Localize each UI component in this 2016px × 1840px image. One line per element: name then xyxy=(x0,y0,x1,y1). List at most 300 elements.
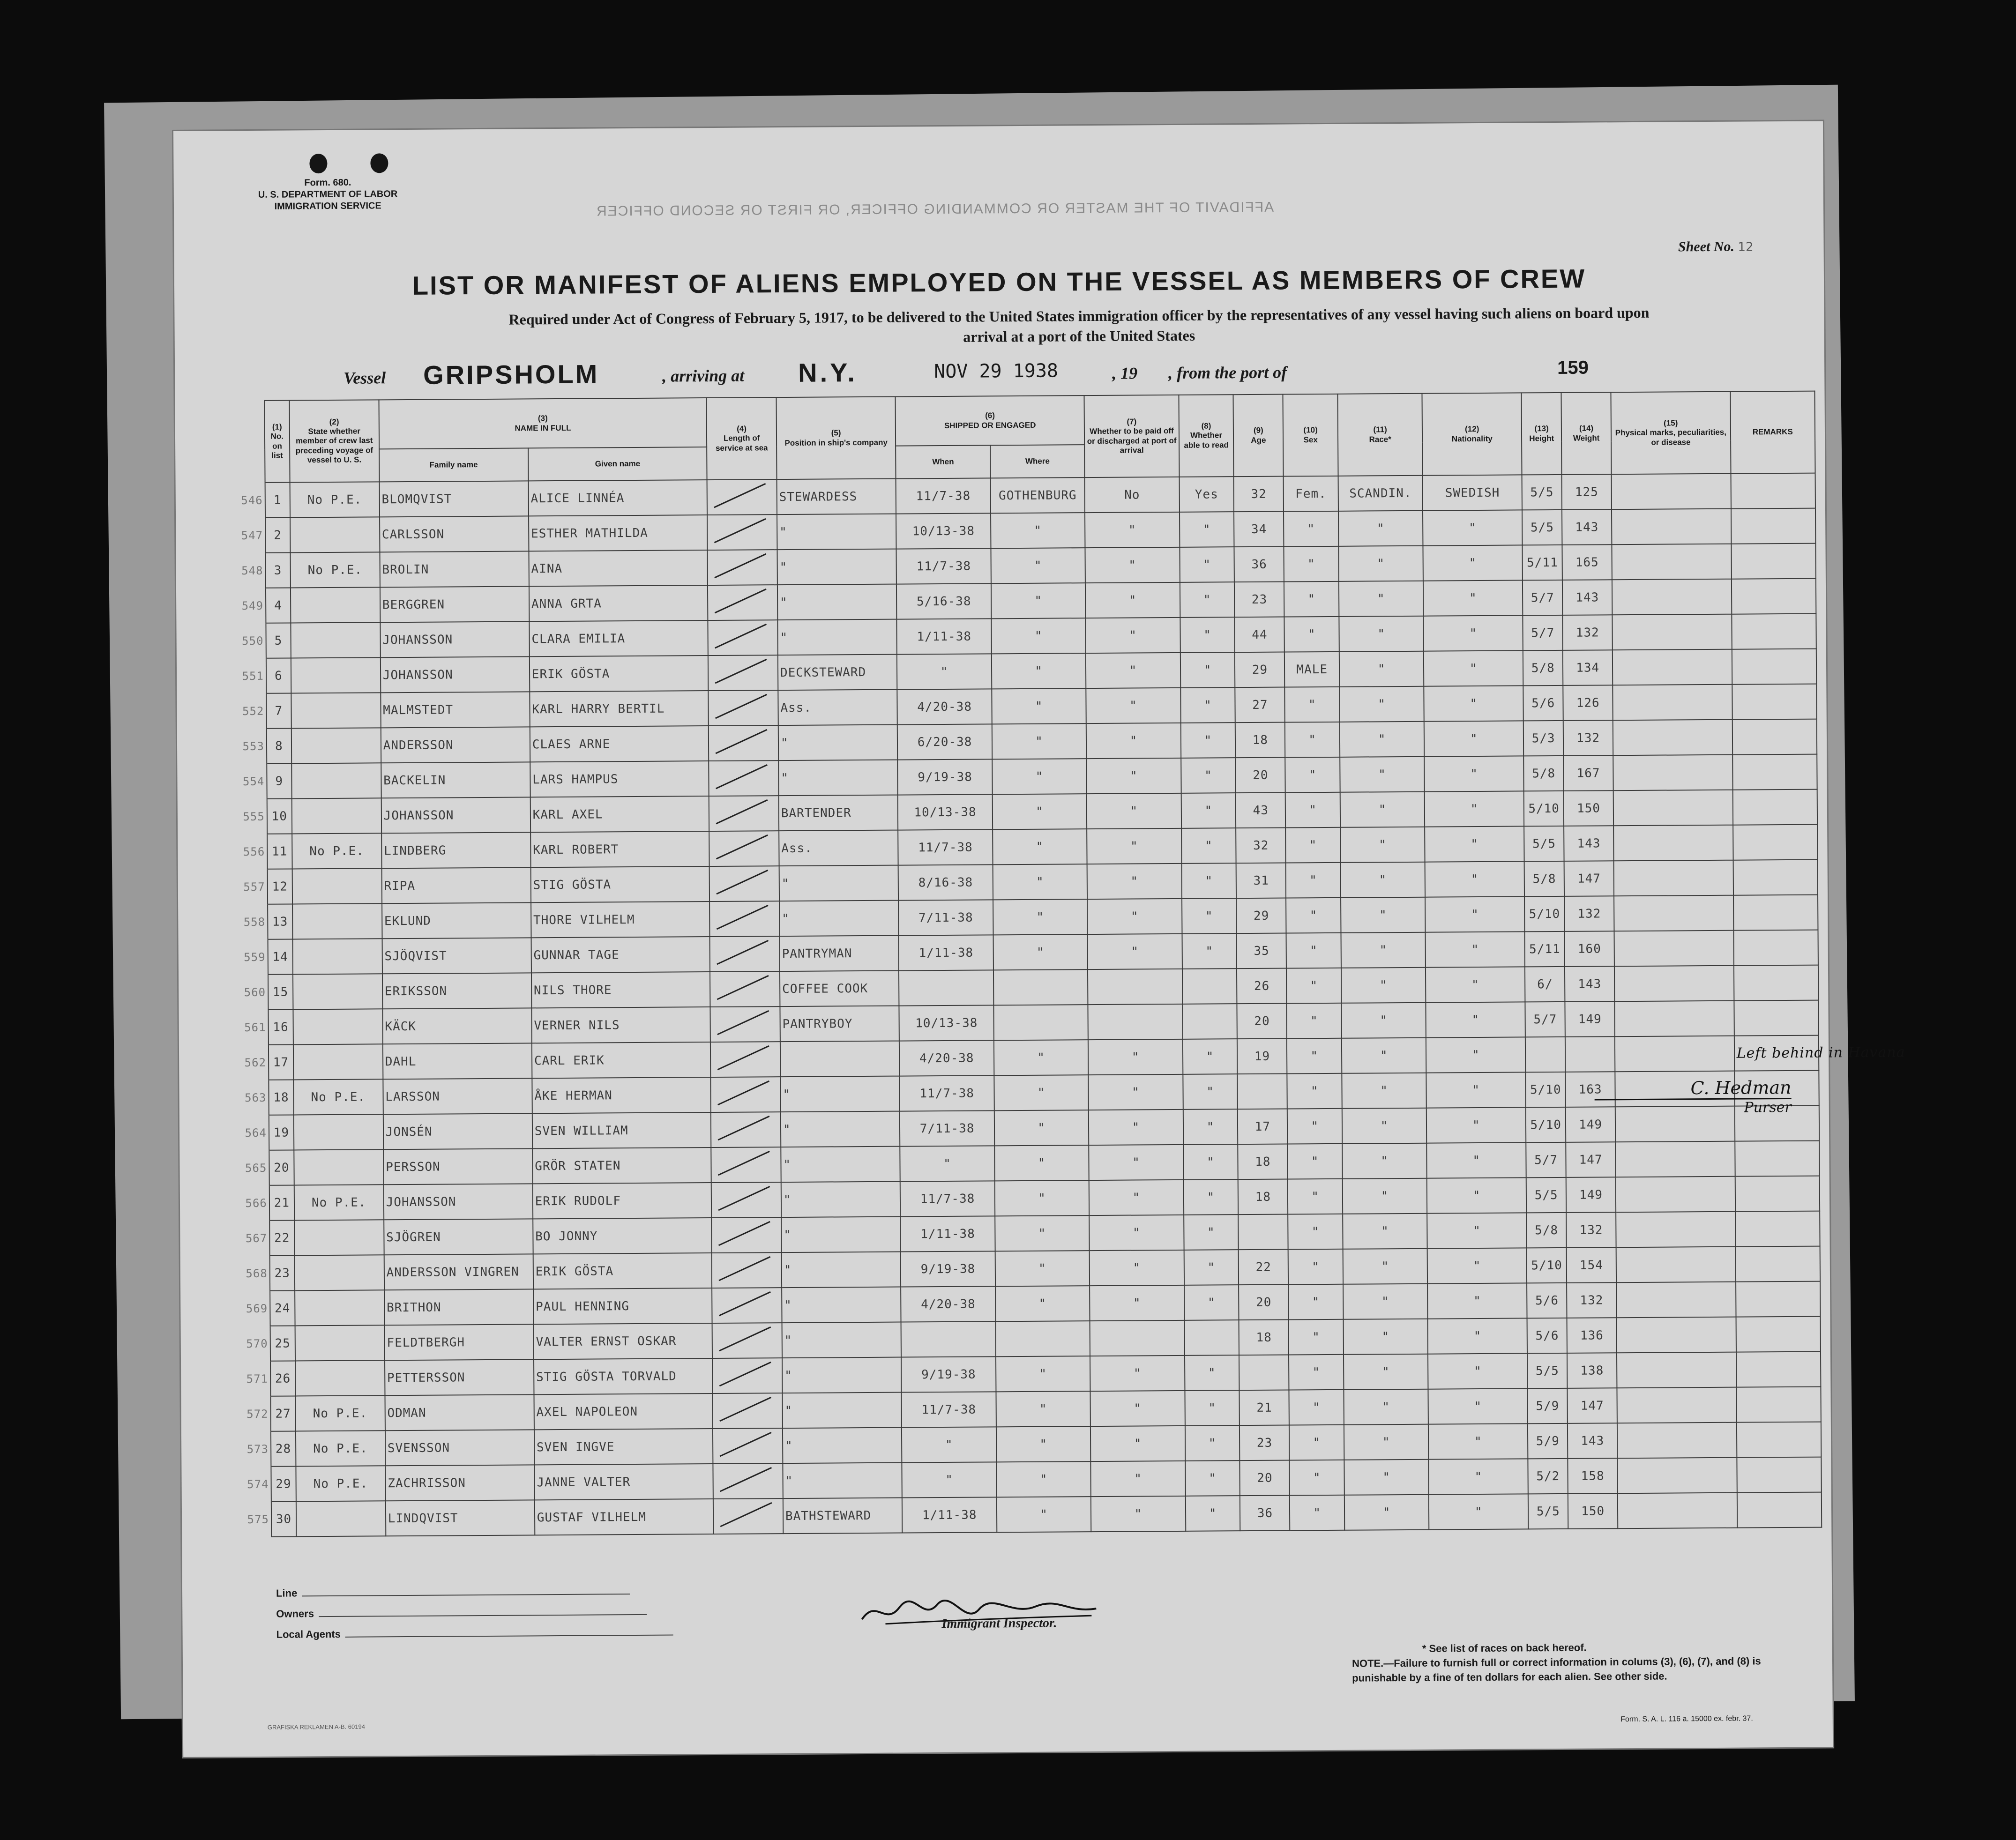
cell-position: PANTRYBOY xyxy=(780,1006,899,1042)
cell-able-to-read: " xyxy=(1180,512,1234,547)
cell-shipped-where: " xyxy=(993,829,1087,864)
cell-weight: 143 xyxy=(1562,580,1612,615)
form-header xyxy=(258,177,398,213)
cell-margin-number: 554 xyxy=(177,764,267,799)
cell-remarks xyxy=(1732,790,1817,825)
cell-nationality: " xyxy=(1429,1494,1529,1529)
page-number: 159 xyxy=(1557,357,1589,378)
cell-margin-number: 559 xyxy=(179,939,268,975)
cell-shipped-when: 9/19-38 xyxy=(901,1251,995,1287)
cell-weight: 150 xyxy=(1568,1493,1618,1529)
cell-position: DECKSTEWARD xyxy=(778,655,897,691)
cell-physical-marks xyxy=(1613,755,1732,791)
cell-row-number: 30 xyxy=(271,1501,296,1536)
cell-position: " xyxy=(781,1147,900,1183)
cell-given-name: AINA xyxy=(529,550,708,586)
cell-able-to-read: " xyxy=(1180,582,1235,618)
cell-remarks xyxy=(1736,1352,1821,1387)
cell-position: " xyxy=(778,760,898,796)
cell-previous-voyage xyxy=(293,1009,382,1044)
cell-weight: 132 xyxy=(1567,1282,1616,1318)
cell-able-to-read: " xyxy=(1185,1425,1240,1461)
cell-sex: " xyxy=(1286,933,1341,968)
service-slash-mark xyxy=(715,1360,776,1388)
cell-nationality: " xyxy=(1425,826,1524,862)
cell-given-name: SVEN WILLIAM xyxy=(532,1112,711,1148)
cell-margin-number: 566 xyxy=(180,1185,269,1221)
cell-age: 26 xyxy=(1237,968,1286,1004)
cell-position: COFFEE COOK xyxy=(780,971,899,1007)
fine-note: NOTE.—Failure to furnish full or correct information in colums (3), (6), (7), and (8) is punishable by a fine of ten dollars for each alien. See other side. xyxy=(1351,1655,1761,1684)
cell-shipped-when: 7/11-38 xyxy=(900,1110,994,1146)
cell-row-number: 22 xyxy=(269,1220,294,1255)
cell-able-to-read: " xyxy=(1183,1144,1238,1180)
cell-remarks xyxy=(1732,719,1817,755)
cell-margin-number: 547 xyxy=(176,518,265,553)
cell-able-to-read: " xyxy=(1183,1074,1238,1110)
cell-shipped-when: 10/13-38 xyxy=(899,1005,994,1041)
cell-nationality: " xyxy=(1423,545,1523,581)
cell-sex: " xyxy=(1286,827,1341,863)
cell-family-name: BACKELIN xyxy=(381,762,530,798)
cell-weight xyxy=(1565,1036,1615,1072)
cell-remarks xyxy=(1737,1422,1822,1458)
cell-shipped-where: " xyxy=(993,899,1088,935)
inspector-label: Immigrant Inspector. xyxy=(941,1616,1057,1631)
cell-position: " xyxy=(777,549,896,585)
cell-nationality: " xyxy=(1426,1072,1526,1108)
cell-margin-number: 569 xyxy=(180,1291,270,1326)
cell-race: " xyxy=(1341,932,1426,968)
header-nationality: (12) Nationality xyxy=(1422,393,1522,475)
cell-margin-number: 574 xyxy=(181,1467,271,1502)
cell-weight: 167 xyxy=(1563,755,1613,791)
cell-nationality: " xyxy=(1428,1423,1528,1459)
cell-height: 5/8 xyxy=(1524,861,1564,897)
cell-given-name: GUNNAR TAGE xyxy=(531,937,710,973)
cell-physical-marks xyxy=(1614,966,1734,1002)
cell-height: 5/5 xyxy=(1528,1494,1568,1529)
cell-sex: " xyxy=(1288,1284,1343,1320)
cell-shipped-when xyxy=(899,970,993,1006)
cell-family-name: LINDQVIST xyxy=(386,1500,535,1536)
cell-physical-marks xyxy=(1618,1493,1737,1529)
cell-height: 5/5 xyxy=(1522,510,1562,545)
cell-shipped-when: 5/16-38 xyxy=(896,583,991,619)
cell-nationality: " xyxy=(1426,1037,1526,1073)
cell-row-number: 18 xyxy=(269,1080,293,1115)
cell-previous-voyage xyxy=(295,1325,384,1361)
cell-length-of-service xyxy=(709,796,779,831)
bleed-through-text: AFFIDAVIT OF THE MASTER OR COMMANDING OFFICER, OR FIRST OR SECOND OFFICER xyxy=(595,199,1274,219)
cell-age: 34 xyxy=(1234,512,1284,547)
cell-shipped-where: " xyxy=(994,1145,1089,1181)
cell-able-to-read xyxy=(1182,968,1237,1004)
cell-physical-marks xyxy=(1617,1352,1736,1388)
cell-row-number: 7 xyxy=(266,693,291,728)
cell-race: " xyxy=(1341,968,1426,1003)
arriving-port: N.Y. xyxy=(798,358,858,387)
cell-row-number: 19 xyxy=(269,1115,294,1150)
cell-previous-voyage: No P.E. xyxy=(295,1395,385,1431)
cell-race: " xyxy=(1341,862,1426,898)
cell-sex: " xyxy=(1284,511,1338,547)
cell-age: 22 xyxy=(1239,1250,1288,1285)
cell-physical-marks xyxy=(1615,1141,1735,1177)
cell-age: 19 xyxy=(1237,1039,1287,1074)
cell-length-of-service xyxy=(712,1323,782,1358)
cell-height: 5/8 xyxy=(1524,756,1564,791)
cell-able-to-read: " xyxy=(1180,617,1235,653)
cell-sex: " xyxy=(1289,1355,1344,1390)
cell-row-number: 27 xyxy=(270,1396,295,1431)
cell-sex: " xyxy=(1288,1179,1343,1214)
cell-family-name: ANDERSSON VINGREN xyxy=(384,1254,533,1290)
cell-given-name: CLARA EMILIA xyxy=(529,620,708,656)
service-slash-mark xyxy=(715,1325,776,1353)
cell-able-to-read: " xyxy=(1181,723,1236,758)
footer-note xyxy=(1352,1639,1784,1685)
cell-paid-off: No xyxy=(1085,477,1180,513)
service-slash-mark xyxy=(713,1079,774,1107)
cell-able-to-read: " xyxy=(1185,1460,1240,1496)
cell-position: " xyxy=(783,1463,902,1499)
cell-weight: 143 xyxy=(1568,1423,1617,1459)
line-label: Line xyxy=(276,1587,298,1599)
cell-nationality: " xyxy=(1428,1388,1528,1424)
cell-shipped-where: " xyxy=(995,1286,1090,1321)
cell-length-of-service xyxy=(710,971,780,1007)
cell-margin-number: 573 xyxy=(181,1431,271,1467)
cell-shipped-where: " xyxy=(991,548,1085,583)
cell-nationality: " xyxy=(1424,615,1523,651)
subtitle-line-1: Required under Act of Congress of February 5, 1917, to be delivered to the United States immigration officer by the representatives of any vessel having such aliens on board upon xyxy=(508,304,1650,328)
service-slash-mark xyxy=(712,903,773,931)
cell-paid-off: " xyxy=(1090,1356,1185,1391)
cell-remarks xyxy=(1737,1492,1822,1528)
cell-position: " xyxy=(779,865,899,901)
cell-race: " xyxy=(1341,897,1426,933)
cell-race: " xyxy=(1344,1495,1429,1530)
cell-remarks xyxy=(1732,614,1816,649)
cell-row-number: 4 xyxy=(266,588,291,623)
cell-age: 36 xyxy=(1240,1496,1290,1531)
service-slash-mark xyxy=(710,587,771,615)
remark-signature-name: C. Hedman xyxy=(1594,1077,1791,1101)
cell-remarks xyxy=(1732,579,1816,614)
cell-race: " xyxy=(1338,511,1423,546)
cell-sex: " xyxy=(1286,968,1341,1004)
service-slash-mark xyxy=(712,973,773,1002)
cell-length-of-service xyxy=(709,690,778,726)
cell-paid-off: " xyxy=(1090,1285,1184,1321)
footer-fields xyxy=(276,1581,673,1645)
service-slash-mark xyxy=(711,797,772,826)
cell-remarks xyxy=(1731,544,1816,579)
cell-family-name: BROLIN xyxy=(380,551,529,587)
cell-family-name: JONSÉN xyxy=(383,1113,533,1149)
cell-previous-voyage xyxy=(291,763,381,798)
cell-weight: 149 xyxy=(1566,1177,1616,1213)
cell-able-to-read: " xyxy=(1181,793,1236,828)
cell-physical-marks xyxy=(1613,649,1732,685)
cell-able-to-read: " xyxy=(1181,863,1236,899)
cell-shipped-where: " xyxy=(992,688,1086,724)
cell-margin-number: 561 xyxy=(179,1010,268,1045)
cell-race: " xyxy=(1341,1003,1426,1038)
cell-weight: 147 xyxy=(1564,861,1614,896)
department-name: U. S. DEPARTMENT OF LABOR xyxy=(258,189,398,200)
service-slash-mark xyxy=(711,727,772,756)
cell-given-name: ANNA GRTA xyxy=(529,585,708,621)
cell-weight: 125 xyxy=(1562,474,1612,510)
cell-age: 23 xyxy=(1234,582,1284,618)
cell-remarks xyxy=(1737,1457,1822,1493)
cell-position: " xyxy=(781,1217,901,1253)
cell-length-of-service xyxy=(708,620,778,656)
cell-given-name: PAUL HENNING xyxy=(533,1288,712,1324)
cell-length-of-service xyxy=(709,760,779,796)
cell-previous-voyage xyxy=(295,1360,385,1396)
cell-weight: 163 xyxy=(1565,1072,1615,1107)
cell-previous-voyage xyxy=(292,798,381,834)
cell-remarks: Left behind in Havana xyxy=(1734,1035,1819,1071)
cell-family-name: EKLUND xyxy=(382,902,531,939)
cell-sex: " xyxy=(1284,617,1339,652)
service-slash-mark xyxy=(714,1149,775,1177)
cell-race: " xyxy=(1344,1319,1428,1355)
cell-shipped-where: " xyxy=(996,1426,1091,1462)
cell-able-to-read xyxy=(1182,1004,1237,1039)
cell-paid-off: " xyxy=(1086,723,1181,759)
crew-manifest-table xyxy=(175,391,1905,1538)
cell-remarks xyxy=(1732,754,1817,790)
cell-shipped-when: 11/7-38 xyxy=(900,1181,995,1216)
cell-height: 5/9 xyxy=(1528,1388,1568,1424)
cell-physical-marks xyxy=(1617,1458,1737,1494)
cell-physical-marks xyxy=(1614,931,1734,967)
cell-margin-number: 549 xyxy=(176,588,266,624)
cell-position: " xyxy=(782,1287,901,1323)
cell-length-of-service xyxy=(711,1147,781,1183)
cell-given-name: KARL HARRY BERTIL xyxy=(530,691,709,727)
cell-length-of-service xyxy=(708,655,778,691)
cell-length-of-service xyxy=(712,1217,782,1253)
cell-family-name: JOHANSSON xyxy=(381,656,530,693)
cell-height: 5/8 xyxy=(1526,1213,1566,1248)
cell-nationality: " xyxy=(1424,756,1524,791)
cell-row-number: 9 xyxy=(267,763,291,798)
service-slash-mark xyxy=(715,1395,776,1423)
punch-hole xyxy=(370,153,388,173)
cell-given-name: ERIK GÖSTA xyxy=(530,656,709,692)
cell-height: 6/ xyxy=(1525,967,1565,1002)
header-family-name: Family name xyxy=(379,448,528,482)
cell-shipped-when xyxy=(901,1321,996,1357)
cell-family-name: JOHANSSON xyxy=(381,797,530,833)
cell-shipped-where: " xyxy=(996,1356,1090,1392)
cell-shipped-when: 4/20-38 xyxy=(897,689,992,724)
cell-row-number: 2 xyxy=(265,517,290,552)
header-previous-voyage: (2) State whether member of crew last preceding voyage of vessel to U. S. xyxy=(289,400,379,482)
cell-shipped-where: " xyxy=(994,1110,1089,1146)
cell-sex: " xyxy=(1287,1073,1342,1109)
cell-family-name: CARLSSON xyxy=(380,516,529,552)
service-name: IMMIGRATION SERVICE xyxy=(274,201,381,212)
cell-paid-off: " xyxy=(1085,582,1180,618)
cell-previous-voyage xyxy=(294,1114,383,1150)
cell-race: " xyxy=(1340,722,1425,757)
cell-shipped-where: " xyxy=(992,759,1087,794)
cell-length-of-service xyxy=(711,1182,781,1218)
cell-row-number: 14 xyxy=(268,939,292,974)
cell-given-name: STIG GÖSTA xyxy=(530,866,709,902)
cell-physical-marks xyxy=(1612,509,1731,545)
cell-paid-off: " xyxy=(1088,934,1182,969)
sheet-number xyxy=(1678,238,1754,255)
cell-position: PANTRYMAN xyxy=(779,936,899,972)
cell-margin-number: 557 xyxy=(178,869,268,905)
cell-paid-off: " xyxy=(1089,1215,1184,1251)
service-slash-mark xyxy=(712,833,773,861)
cell-given-name: NILS THORE xyxy=(531,972,710,1008)
cell-previous-voyage: No P.E. xyxy=(296,1466,385,1501)
cell-margin-number: 546 xyxy=(176,483,265,518)
cell-height: 5/6 xyxy=(1523,685,1563,721)
cell-row-number: 5 xyxy=(266,623,291,658)
cell-weight: 149 xyxy=(1566,1107,1615,1142)
cell-shipped-where: " xyxy=(994,1075,1089,1110)
cell-position: " xyxy=(782,1393,902,1429)
cell-nationality: " xyxy=(1427,1213,1527,1248)
cell-sex: " xyxy=(1285,687,1340,723)
cell-weight: 126 xyxy=(1563,685,1613,721)
punch-hole xyxy=(309,154,327,173)
cell-row-number: 13 xyxy=(268,904,292,939)
cell-paid-off xyxy=(1090,1320,1185,1356)
cell-nationality: " xyxy=(1423,580,1523,616)
cell-row-number: 1 xyxy=(265,482,290,517)
cell-previous-voyage xyxy=(291,728,381,763)
cell-height: 5/5 xyxy=(1526,1177,1566,1213)
cell-physical-marks xyxy=(1617,1423,1737,1459)
cell-shipped-where: " xyxy=(991,618,1086,654)
cell-shipped-when: 4/20-38 xyxy=(899,1040,994,1076)
cell-position: " xyxy=(783,1428,902,1464)
cell-height: 5/11 xyxy=(1525,931,1565,967)
service-slash-mark xyxy=(713,1043,774,1072)
cell-row-number: 3 xyxy=(265,552,290,588)
cell-paid-off: " xyxy=(1085,547,1180,583)
cell-weight: 134 xyxy=(1563,650,1613,685)
cell-length-of-service xyxy=(713,1393,783,1429)
cell-previous-voyage: No P.E. xyxy=(292,833,381,869)
cell-height: 5/10 xyxy=(1526,1107,1566,1143)
cell-shipped-when: 4/20-38 xyxy=(901,1286,995,1322)
cell-paid-off: " xyxy=(1087,793,1181,829)
cell-given-name: AXEL NAPOLEON xyxy=(534,1393,713,1430)
cell-race: " xyxy=(1340,792,1425,827)
cell-given-name: LARS HAMPUS xyxy=(530,761,709,797)
header-shipped: (6) SHIPPED OR ENGAGED xyxy=(896,395,1085,446)
cell-position: " xyxy=(777,619,897,656)
cell-previous-voyage: No P.E. xyxy=(294,1184,384,1220)
cell-margin-number: 556 xyxy=(178,834,267,870)
cell-margin-number: 572 xyxy=(181,1396,270,1432)
service-slash-mark xyxy=(716,1465,777,1494)
remark-signature xyxy=(1594,1077,1791,1117)
cell-remarks xyxy=(1736,1281,1821,1317)
cell-age: 31 xyxy=(1236,863,1286,899)
cell-shipped-where: " xyxy=(992,723,1087,759)
cell-age: 35 xyxy=(1237,933,1286,969)
cell-shipped-where: " xyxy=(992,653,1086,689)
cell-family-name: PERSSON xyxy=(383,1148,533,1184)
cell-row-number: 20 xyxy=(269,1150,294,1185)
cell-length-of-service xyxy=(708,550,777,585)
cell-weight: 132 xyxy=(1562,615,1612,650)
cell-family-name: LARSSON xyxy=(383,1078,532,1114)
cell-remarks xyxy=(1735,1211,1820,1247)
cell-family-name: SJÖGREN xyxy=(384,1219,533,1255)
cell-shipped-where xyxy=(995,1321,1090,1356)
cell-age: 20 xyxy=(1239,1285,1288,1320)
cell-paid-off: " xyxy=(1090,1250,1184,1286)
cell-nationality: " xyxy=(1426,931,1525,967)
cell-length-of-service xyxy=(713,1498,783,1534)
cell-row-number: 28 xyxy=(271,1431,296,1466)
cell-able-to-read: " xyxy=(1185,1355,1239,1391)
cell-remarks xyxy=(1735,1176,1820,1212)
cell-position: " xyxy=(778,725,898,761)
cell-weight: 138 xyxy=(1567,1353,1617,1388)
cell-nationality: " xyxy=(1425,791,1524,827)
service-slash-mark xyxy=(713,1008,774,1037)
sheet-label: Sheet No. xyxy=(1678,238,1735,255)
cell-given-name: ERIK GÖSTA xyxy=(533,1253,712,1289)
service-slash-mark xyxy=(716,1500,777,1529)
cell-able-to-read: " xyxy=(1183,1109,1238,1145)
cell-height: 5/10 xyxy=(1524,896,1564,932)
cell-age: 21 xyxy=(1239,1390,1289,1426)
cell-row-number: 16 xyxy=(268,1009,293,1044)
cell-row-number: 8 xyxy=(267,728,291,763)
cell-race: " xyxy=(1340,757,1425,792)
cell-shipped-where: " xyxy=(991,583,1086,618)
cell-nationality: " xyxy=(1425,896,1525,932)
cell-previous-voyage xyxy=(292,939,382,974)
cell-sex: Fem. xyxy=(1284,476,1338,512)
cell-physical-marks xyxy=(1613,685,1732,721)
service-slash-mark xyxy=(710,622,771,650)
cell-height: 5/7 xyxy=(1523,580,1562,616)
cell-remarks xyxy=(1734,965,1819,1001)
cell-nationality: " xyxy=(1427,1248,1527,1283)
header-length-service: (4) Length of service at sea xyxy=(707,397,777,480)
cell-shipped-when: 9/19-38 xyxy=(898,759,993,795)
cell-physical-marks xyxy=(1612,544,1732,580)
cell-shipped-where: " xyxy=(995,1251,1090,1286)
cell-age: 43 xyxy=(1236,793,1285,828)
cell-nationality: " xyxy=(1429,1459,1529,1494)
cell-age xyxy=(1238,1074,1287,1110)
cell-position: " xyxy=(780,1076,900,1112)
cell-able-to-read: " xyxy=(1181,828,1236,864)
cell-race: " xyxy=(1342,1108,1427,1144)
header-able-to-read: (8) Whether able to read xyxy=(1179,395,1234,477)
cell-remarks xyxy=(1736,1317,1821,1352)
cell-position: " xyxy=(781,1111,900,1147)
